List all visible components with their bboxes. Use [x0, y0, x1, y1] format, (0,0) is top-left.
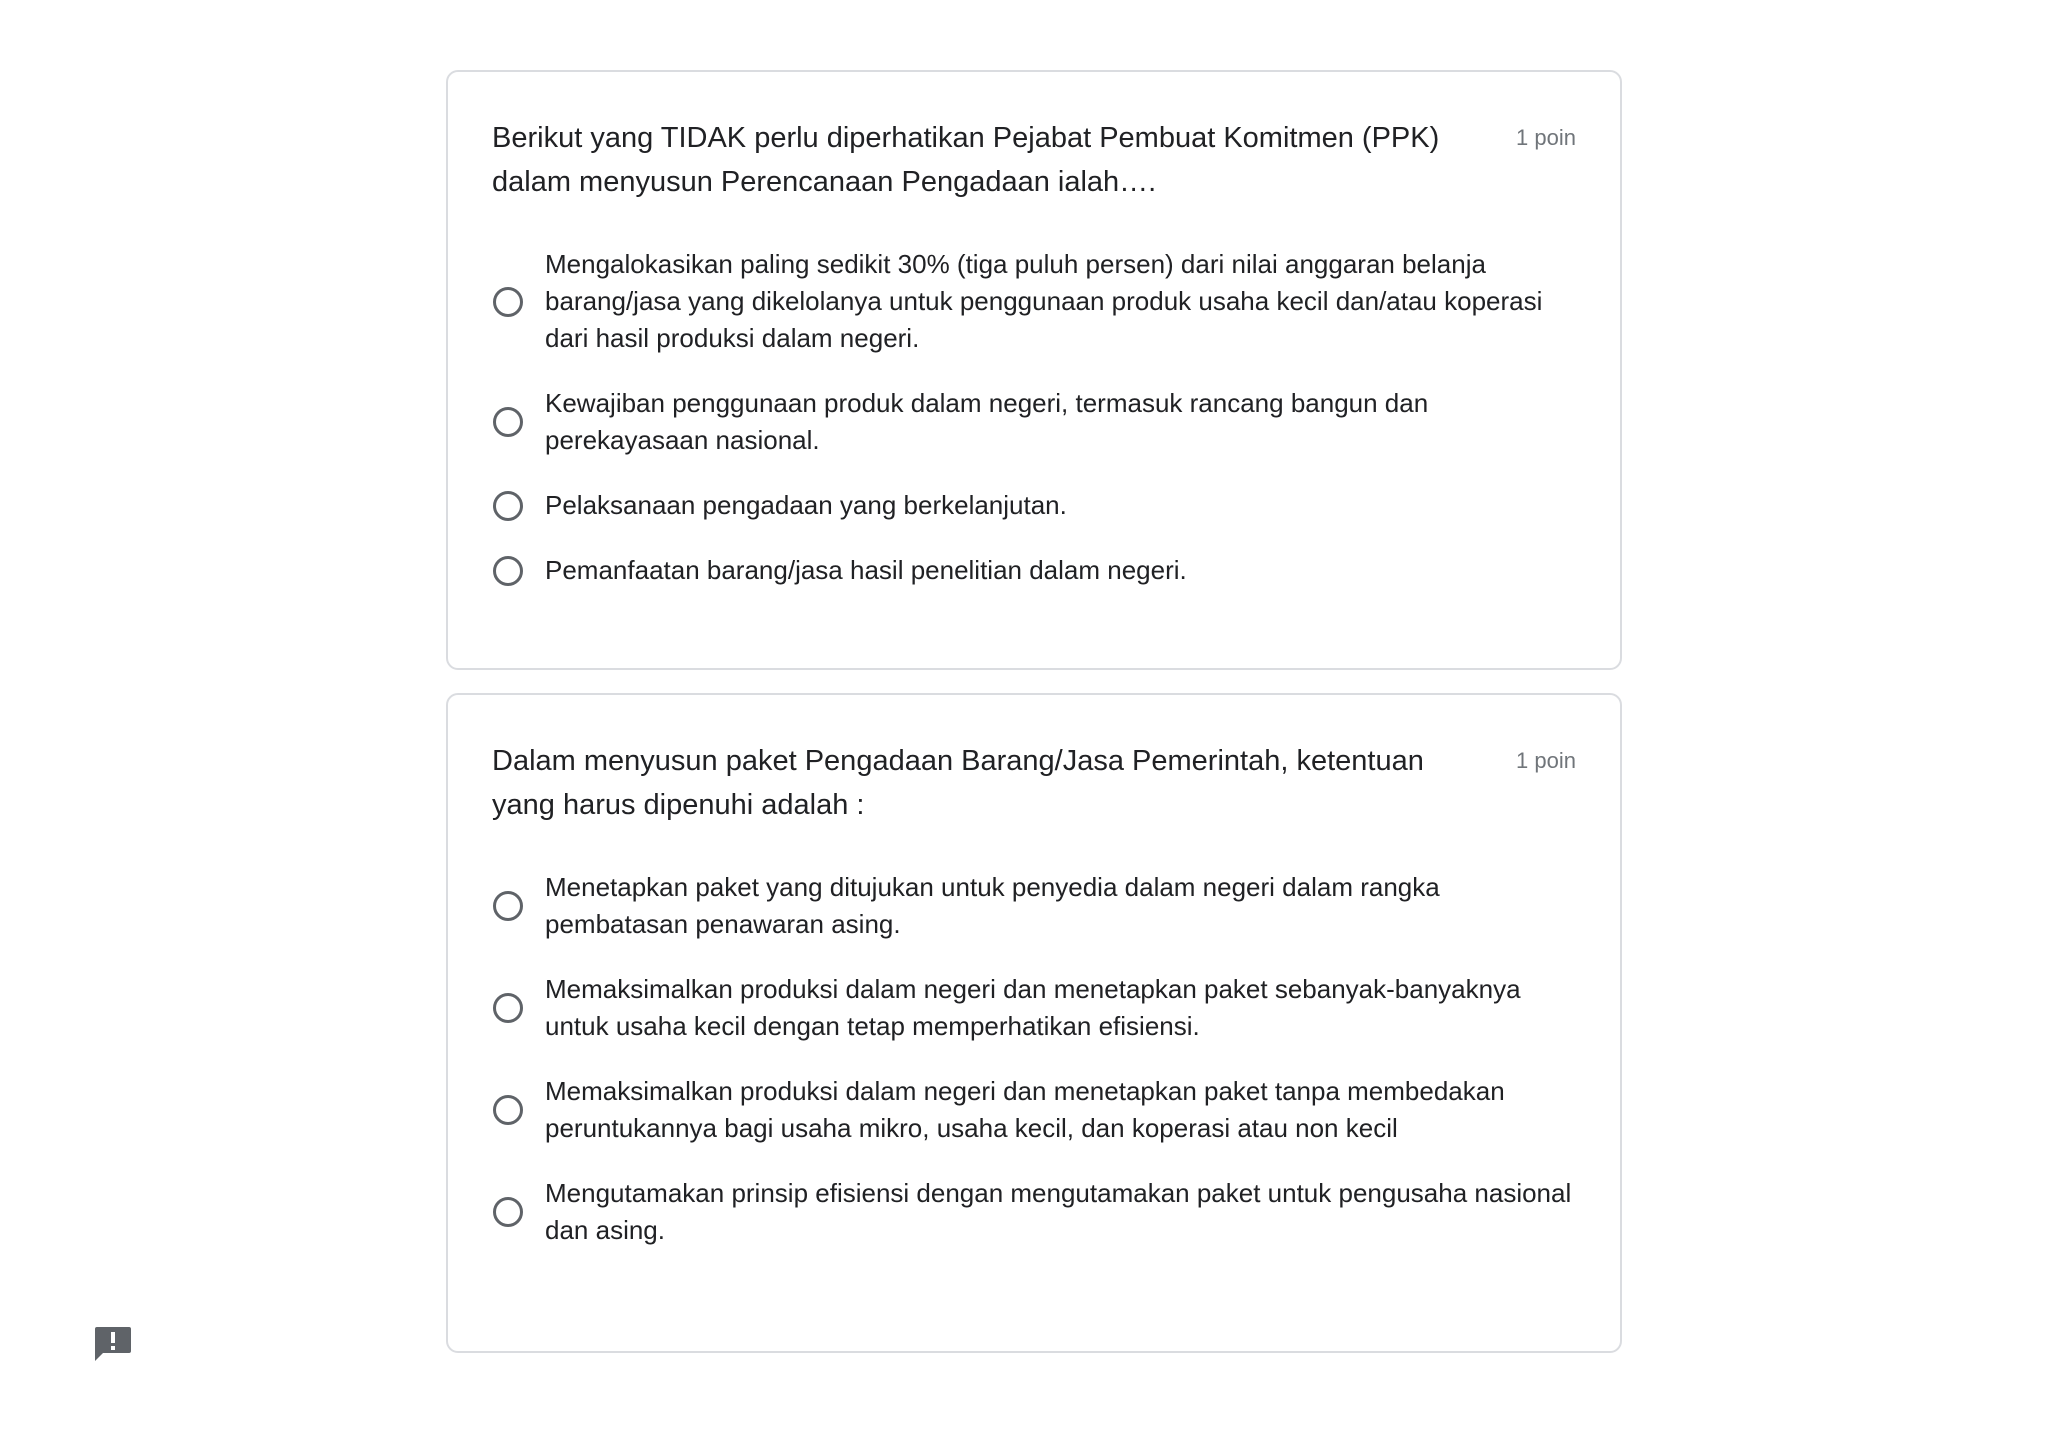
option-label: Memaksimalkan produksi dalam negeri dan menetapkan paket sebanyak-banyaknya untuk usaha kecil dengan tetap memperhatikan efisiensi. [545, 974, 1521, 1041]
option-label: Mengutamakan prinsip efisiensi dengan mengutamakan paket untuk pengusaha nasional dan asing. [545, 1178, 1572, 1245]
report-feedback-icon[interactable] [93, 1323, 133, 1363]
radio-button[interactable] [493, 491, 523, 521]
option-label: Menetapkan paket yang ditujukan untuk penyedia dalam negeri dalam rangka pembatasan penawaran asing. [545, 872, 1440, 939]
question-text: Berikut yang TIDAK perlu diperhatikan Pejabat Pembuat Komitmen (PPK) dalam menyusun Perencanaan Pengadaan ialah…. [492, 122, 1440, 198]
radio-button[interactable] [493, 993, 523, 1023]
radio-button[interactable] [493, 891, 523, 921]
radio-button[interactable] [493, 1095, 523, 1125]
option-label: Pelaksanaan pengadaan yang berkelanjutan. [545, 490, 1067, 520]
options-list [492, 246, 1576, 589]
options-list [492, 869, 1576, 1249]
question-header [492, 116, 1576, 204]
question-card-2 [446, 693, 1622, 1353]
radio-button[interactable] [493, 287, 523, 317]
option-item[interactable] [492, 1073, 1576, 1147]
option-item[interactable] [492, 487, 1576, 524]
option-item[interactable] [492, 385, 1576, 459]
question-header [492, 739, 1576, 827]
question-points: 1 poin [1516, 125, 1576, 150]
radio-button[interactable] [493, 407, 523, 437]
question-card-1 [446, 70, 1622, 670]
option-item[interactable] [492, 869, 1576, 943]
option-item[interactable] [492, 971, 1576, 1045]
option-item[interactable] [492, 552, 1576, 589]
radio-button[interactable] [493, 556, 523, 586]
question-text: Dalam menyusun paket Pengadaan Barang/Jasa Pemerintah, ketentuan yang harus dipenuhi adalah : [492, 745, 1424, 821]
radio-button[interactable] [493, 1197, 523, 1227]
option-label: Memaksimalkan produksi dalam negeri dan menetapkan paket tanpa membedakan peruntukannya bagi usaha mikro, usaha kecil, dan koperasi atau non kecil [545, 1076, 1505, 1143]
option-label: Mengalokasikan paling sedikit 30% (tiga puluh persen) dari nilai anggaran belanja barang/jasa yang dikelolanya untuk penggunaan produk usaha kecil dan/atau koperasi dari hasil produksi dalam negeri. [545, 249, 1543, 353]
option-label: Pemanfaatan barang/jasa hasil penelitian dalam negeri. [545, 555, 1187, 585]
option-item[interactable] [492, 1175, 1576, 1249]
option-label: Kewajiban penggunaan produk dalam negeri, termasuk rancang bangun dan perekayasaan nasional. [545, 388, 1429, 455]
question-points: 1 poin [1516, 748, 1576, 773]
option-item[interactable] [492, 246, 1576, 357]
